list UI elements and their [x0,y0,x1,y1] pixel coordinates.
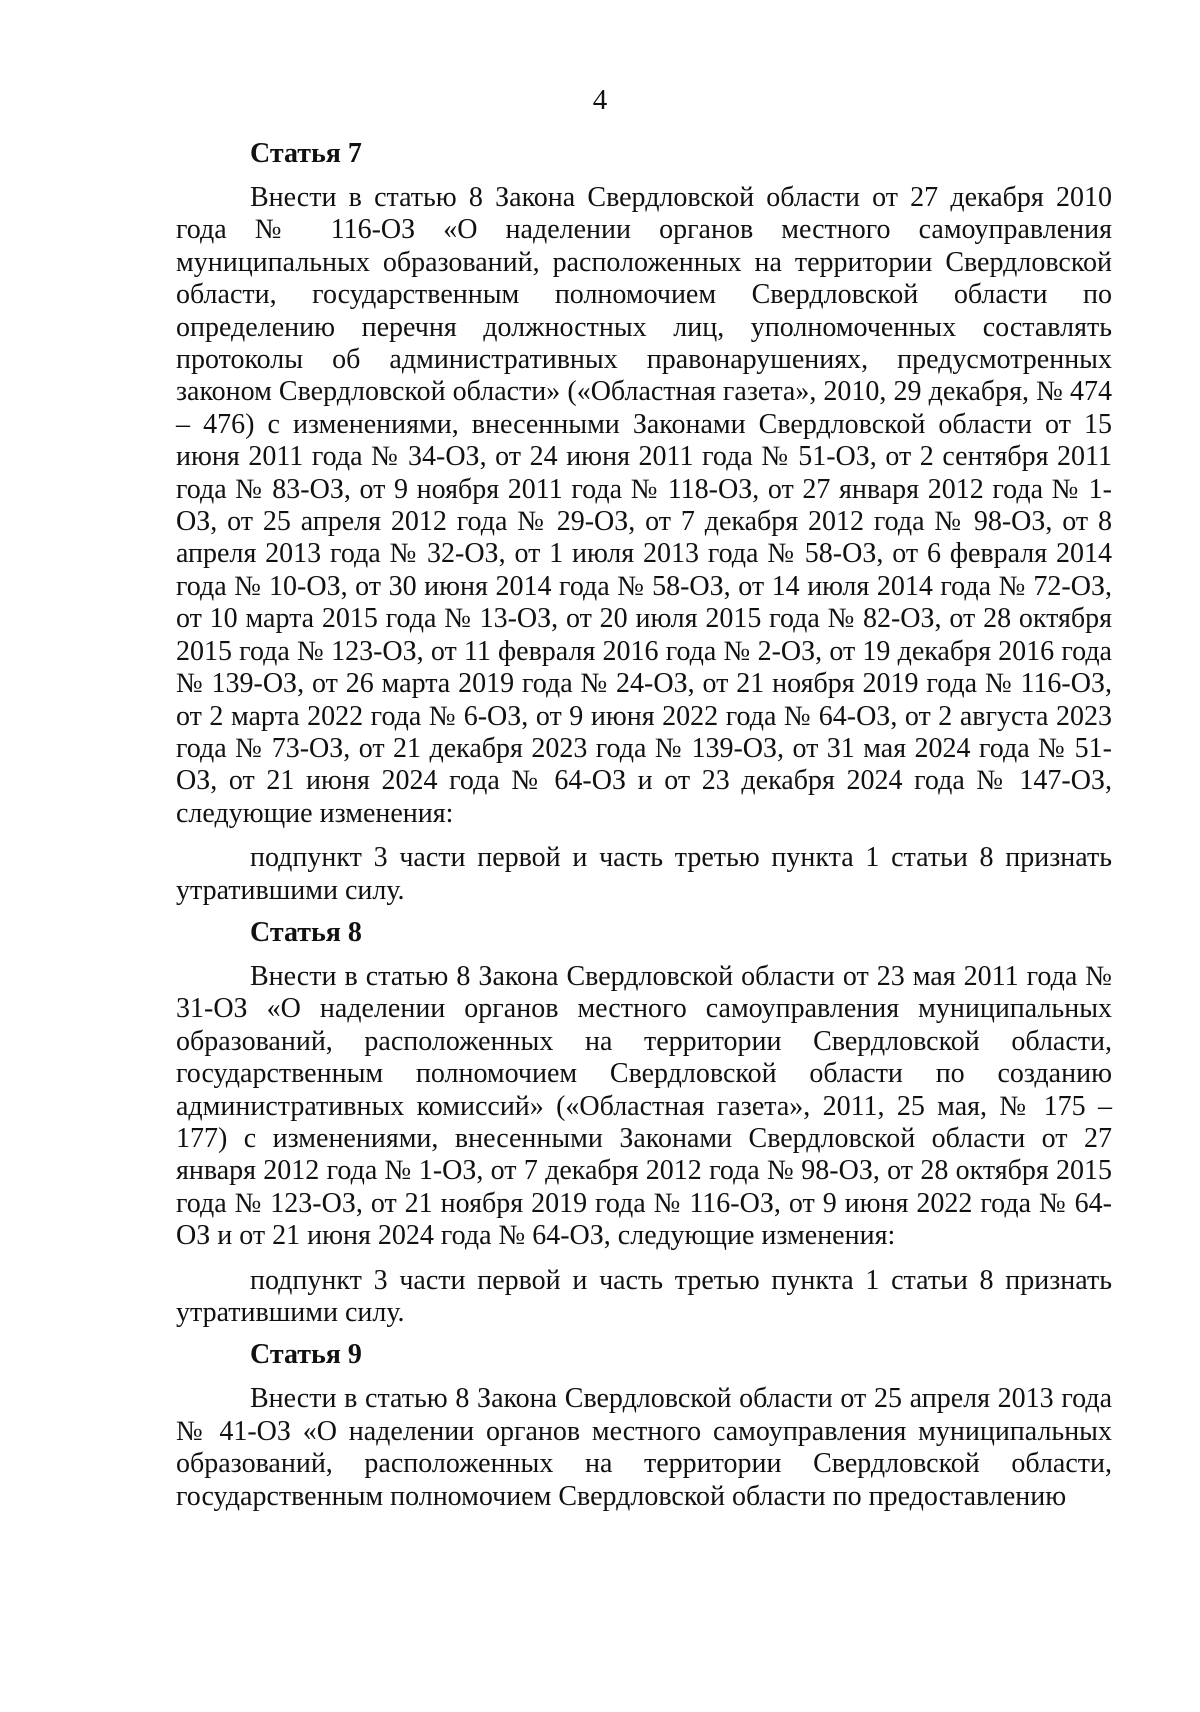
article-heading: Статья 7 [250,138,362,169]
article-paragraph: подпункт 3 части первой и часть третью пункта 1 статьи 8 признать утратившими силу. [176,842,1112,906]
article-paragraph: Внести в статью 8 Закона Свердловской области от 23 мая 2011 года № 31-ОЗ «О наделении органов местного самоуправления муниципальных образований, расположенных на территории Свердловской области, государственным полномочием Свердловской области по созданию административных комиссий» («Областная газета», 2011, 25 мая, № 175 – 177) с изменениями, внесенными Законами Свердловской области от 27 января 2012 года № 1-ОЗ, от 7 декабря 2012 года № 98-ОЗ, от 28 октября 2015 года № 123-ОЗ, от 21 ноября 2019 года № 116-ОЗ, от 9 июня 2022 года № 64-ОЗ и от 21 июня 2024 года № 64-ОЗ, следующие изменения: [176,960,1112,1252]
document-body [176,138,1112,1513]
article-7 [176,138,1112,907]
article-paragraph: Внести в статью 8 Закона Свердловской области от 27 декабря 2010 года № 116-ОЗ «О наделении органов местного самоуправления муниципальных образований, расположенных на территории Свердловской области, государственным полномочием Свердловской области по определению перечня должностных лиц, уполномоченных составлять протоколы об административных правонарушениях, предусмотренных законом Свердловской области» («Областная газета», 2010, 29 декабря, № 474 – 476) с изменениями, внесенными Законами Свердловской области от 15 июня 2011 года № 34-ОЗ, от 24 июня 2011 года № 51-ОЗ, от 2 сентября 2011 года № 83-ОЗ, от 9 ноября 2011 года № 118-ОЗ, от 27 января 2012 года № 1-ОЗ, от 25 апреля 2012 года № 29-ОЗ, от 7 декабря 2012 года № 98-ОЗ, от 8 апреля 2013 года № 32-ОЗ, от 1 июля 2013 года № 58-ОЗ, от 6 февраля 2014 года № 10-ОЗ, от 30 июня 2014 года № 58-ОЗ, от 14 июля 2014 года № 72-ОЗ, от 10 марта 2015 года № 13-ОЗ, от 20 июля 2015 года № 82-ОЗ, от 28 октября 2015 года № 123-ОЗ, от 11 февраля 2016 года № 2-ОЗ, от 19 декабря 2016 года № 139-ОЗ, от 26 марта 2019 года № 24-ОЗ, от 21 ноября 2019 года № 116-ОЗ, от 2 марта 2022 года № 6-ОЗ, от 9 июня 2022 года № 64-ОЗ, от 2 августа 2023 года № 73-ОЗ, от 21 декабря 2023 года № 139-ОЗ, от 31 мая 2024 года № 51-ОЗ, от 21 июня 2024 года № 64-ОЗ и от 23 декабря 2024 года № 147-ОЗ, следующие изменения: [176,182,1112,829]
page-number: 4 [592,84,608,116]
article-9 [176,1339,1112,1513]
article-paragraph: подпункт 3 части первой и часть третью пункта 1 статьи 8 признать утратившими силу. [176,1264,1112,1328]
article-8 [176,917,1112,1329]
article-paragraph: Внести в статью 8 Закона Свердловской области от 25 апреля 2013 года № 41-ОЗ «О наделении органов местного самоуправления муниципальных образований, расположенных на территории Свердловской области, государственным полномочием Свердловской области по предоставлению [176,1383,1112,1512]
article-heading: Статья 8 [250,916,362,948]
article-heading: Статья 9 [250,1339,362,1371]
